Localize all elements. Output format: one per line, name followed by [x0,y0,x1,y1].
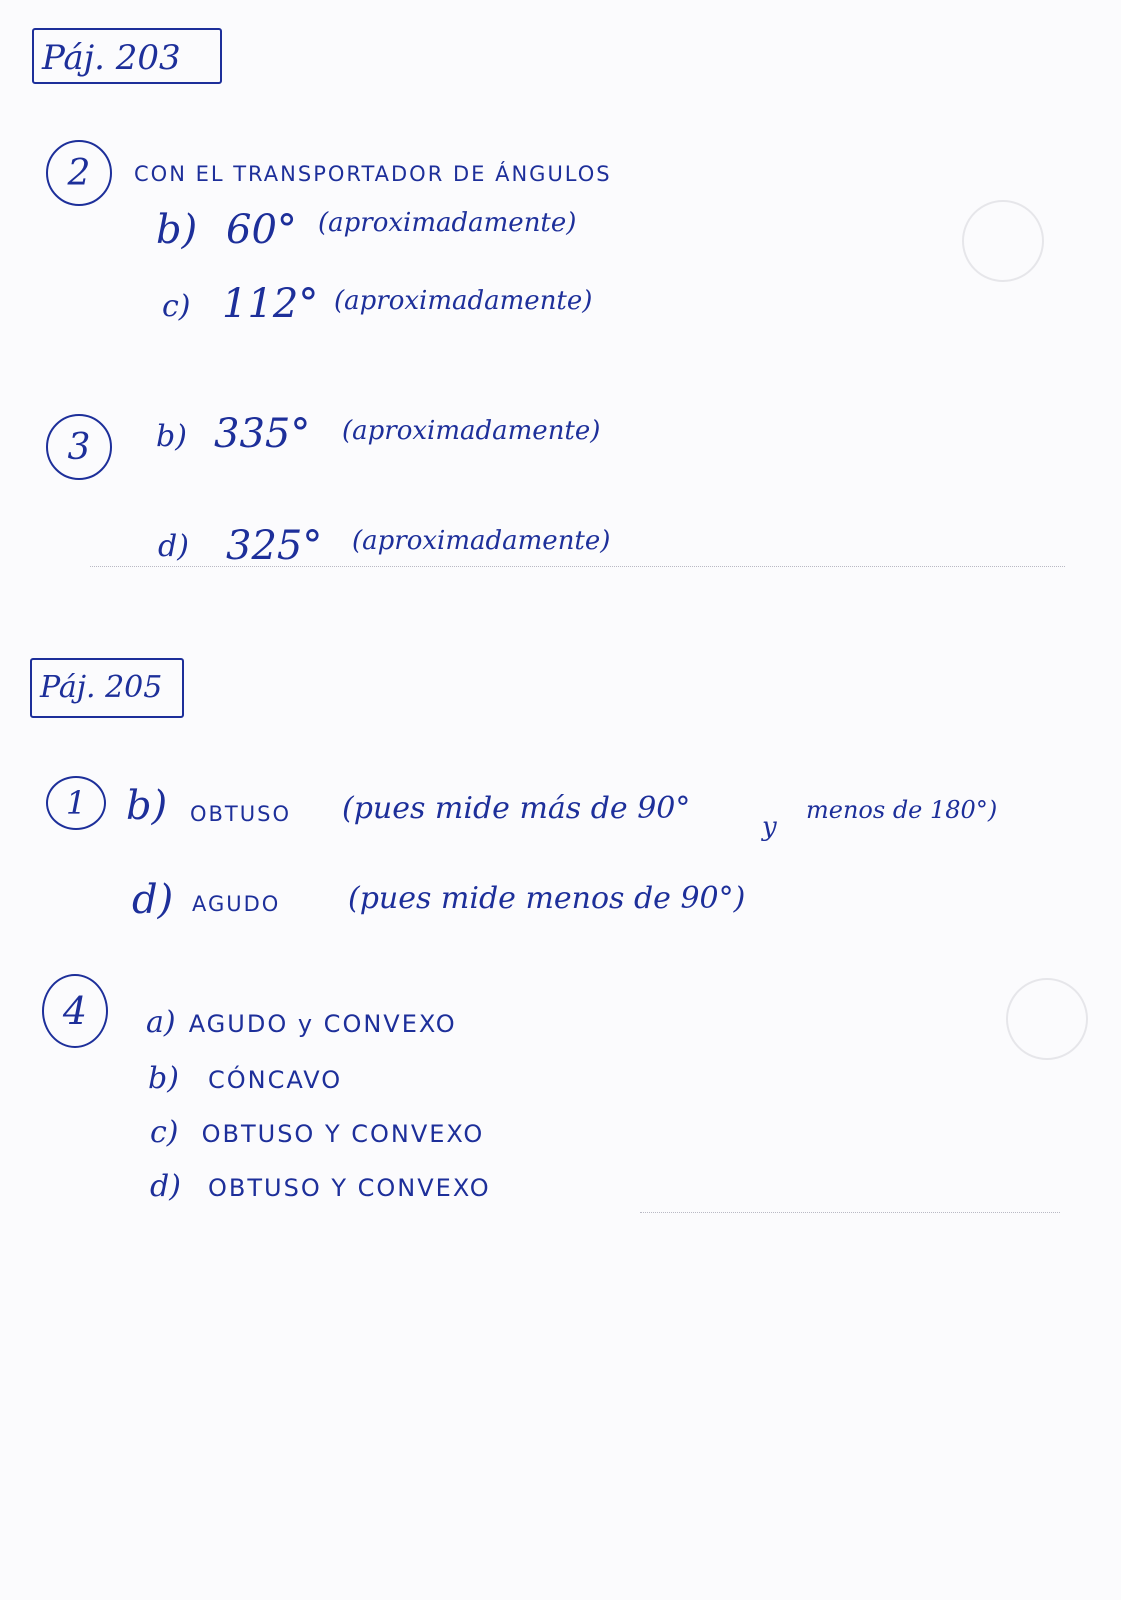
page-205-header: Páj. 205 [40,670,163,705]
q4-item-c-label: c) [150,1115,179,1150]
q2-c-label: c) [162,289,191,324]
question-4-number-text: 4 [62,989,88,1033]
page-203-header-box [32,28,222,84]
q4-item-c-text: OBTUSO Y CONVEXO [201,1120,485,1148]
question-2-number-text: 2 [67,152,91,194]
q1-d-label: d) [132,877,174,923]
q1-b-note-y: y [762,812,777,842]
q4-item-c [150,1115,485,1150]
q3-b-note: (aproximadamente) [342,416,601,446]
q4-item-b-label: b) [148,1061,179,1096]
q4-item-a [146,1005,457,1040]
show-through-circle-middle [1006,978,1088,1060]
page-205-header-box [30,658,184,718]
q4-item-a-label: a) [146,1005,176,1040]
q1-b-note-a: (pues mide más de 90° [342,791,691,826]
q1-b-note-b: menos de 180°) [806,796,998,824]
q1-d-note: (pues mide menos de 90°) [348,881,746,916]
q1-b-label: b) [126,783,168,829]
question-3-number [46,414,112,480]
question-2-number [46,140,112,206]
question-3-number-text: 3 [67,426,91,468]
show-through-circle-top [962,200,1044,282]
question-1-number-text: 1 [65,784,87,822]
question-4-number [42,974,108,1048]
q2-c-value: 112° [222,281,319,327]
q3-d-value: 325° [226,523,323,569]
q2-b-label: b) [156,207,198,253]
q3-d-label: d) [158,529,189,564]
q4-item-b-text: CÓNCAVO [208,1066,343,1094]
q3-d-note: (aproximadamente) [352,526,611,556]
q4-item-d-label: d) [150,1169,181,1204]
q1-d-value: AGUDO [192,892,281,916]
q2-b-value: 60° [226,207,297,253]
show-through-dotted-line-lower [640,1212,1060,1213]
q1-b-value: OBTUSO [190,802,291,826]
page-203-header: Páj. 203 [42,38,181,78]
q3-b-label: b) [156,419,187,454]
q2-c-note: (aproximadamente) [334,286,593,316]
q3-b-value: 335° [214,411,311,457]
q4-item-d-text: OBTUSO Y CONVEXO [208,1174,491,1202]
q4-item-d [150,1169,491,1204]
q4-item-b [148,1061,343,1096]
question-1-number [46,776,106,830]
question-2-intro: CON EL TRANSPORTADOR DE ÁNGULOS [134,162,612,186]
q2-b-note: (aproximadamente) [318,208,577,238]
q4-item-a-text: AGUDO y CONVEXO [188,1010,457,1038]
